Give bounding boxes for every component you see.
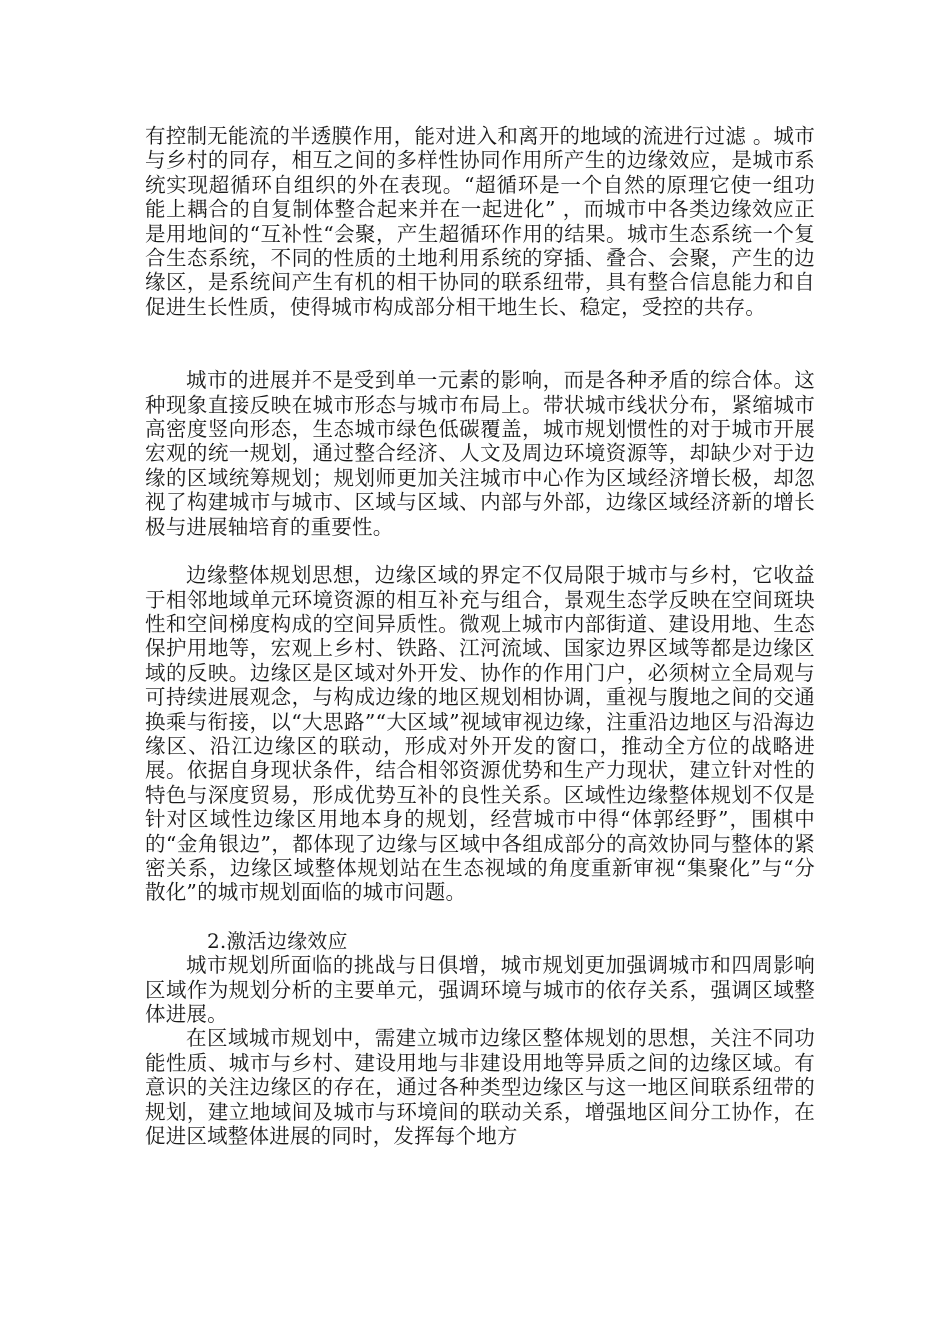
paragraph-edge-planning: 边缘整体规划思想，边缘区域的界定不仅局限于城市与乡村，它收益于相邻地域单元环境资源的相互补充与组合，景观生态学反映在空间斑块性和空间梯度构成的空间异质性。微观上城市内部街道、建设用地、生态保护用地等，宏观上乡村、铁路、江河流域、国家边界区域等都是边缘区域的反映。边缘区是区域对外开发、协作的作用门户，必须树立全局观与可持续进展观念，与构成边缘的地区规划相协调，重视与腹地之间的交通换乘与衔接，以“大思路”“大区域”视域审视边缘，注重沿边地区与沿海边缘区、沿江边缘区的联动，形成对外开发的窗口，推动全方位的战略进展。依据自身现状条件，结合相邻资源优势和生产力现状，建立针对性的特色与深度贸易，形成优势互补的良性关系。区域性边缘整体规划不仅是针对区域性边缘区用地本身的规划，经营城市中得“体郭经野”，围棋中的“金角银边”，都体现了边缘与区域中各组成部分的高效协同与整体的紧密关系，边缘区域整体规划站在生态视域的角度重新审视“集聚化”与“分散化”的城市规划面临的城市问题。 xyxy=(145,563,815,905)
paragraph-urban-development: 城市的进展并不是受到单一元素的影响，而是各种矛盾的综合体。这种现象直接反映在城市形态与城市布局上。带状城市线状分布，紧缩城市高密度竖向形态，生态城市绿色低碳覆盖，城市规划惯性的对于城市开展宏观的统一规划，通过整合经济、人文及周边环境资源等，却缺少对于边缘的区域统筹规划；规划师更加关注城市中心作为区域经济增长极，却忽视了构建城市与城市、区域与区域、内部与外部，边缘区域经济新的增长极与进展轴培育的重要性。 xyxy=(145,368,815,539)
paragraph-regional-planning: 在区域城市规划中，需建立城市边缘区整体规划的思想，关注不同功能性质、城市与乡村、建设用地与非建设用地等异质之间的边缘区域。有意识的关注边缘区的存在，通过各种类型边缘区与这一地区间联系纽带的规划，建立地域间及城市与环境间的联动关系，增强地区间分工协作，在促进区域整体进展的同时，发挥每个地方 xyxy=(145,1026,815,1149)
section-heading: 2.激活边缘效应 xyxy=(207,928,348,953)
paragraph-planning-challenges: 城市规划所面临的挑战与日俱增，城市规划更加强调城市和四周影响区域作为规划分析的主要单元，强调环境与城市的依存关系，强调区域整体进展。 xyxy=(145,953,815,1026)
paragraph-spacer xyxy=(145,319,815,368)
paragraph-spacer xyxy=(145,539,815,563)
paragraph-spacer xyxy=(145,905,815,929)
paragraph-continuation: 有控制无能流的半透膜作用，能对进入和离开的地域的流进行过滤 。城市与乡村的同存，相互之间的多样性协同作用所产生的边缘效应，是城市系统实现超循环自组织的外在表现。“超循环是一个自然的原理它使一组功能上耦合的自复制体整合起来并在一起进化” ，而城市中各类边缘效应正是用地间的“互补性“会聚，产生超循环作用的结果。城市生态系统一个复合生态系统，不同的性质的土地利用系统的穿插、叠合、会聚，产生的边缘区，是系统间产生有机的相干协同的联系纽带，具有整合信息能力和自促进生长性质，使得城市构成部分相干地生长、稳定，受控的共存。 xyxy=(145,124,815,319)
document-body xyxy=(145,124,815,1148)
